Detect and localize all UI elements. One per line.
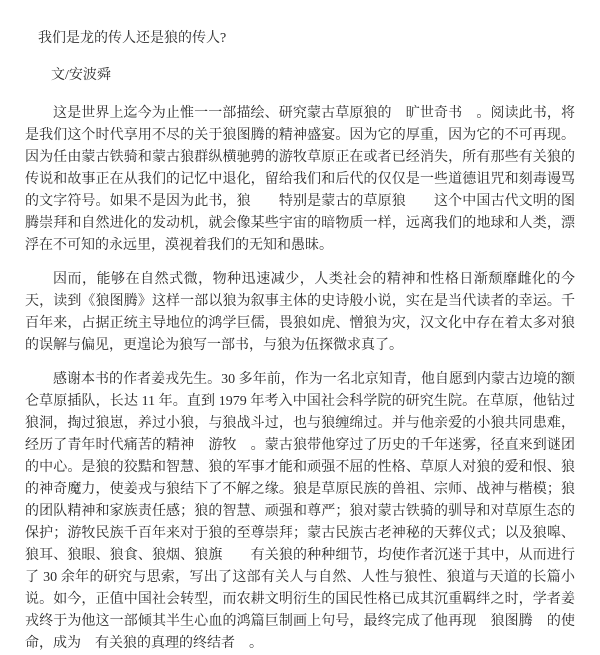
paragraph-2: 因而，能够在自然式微，物种迅速减少，人类社会的精神和性格日渐颓靡雌化的今天，读到《狼图腾》这样一部以狼为叙事主体的史诗般小说，实在是当代读者的幸运。千百年来，占据正统主导地位的鸿学巨儒，畏狼如虎、憎狼为灾，汉文化中存在着太多对狼的误解与偏见，更遑论为狼写一部书，与狼为伍探微求真了。 <box>25 272 575 353</box>
paragraph-1: 这是世界上迄今为止惟一一部描绘、研究蒙古草原狼的 旷世奇书 。阅读此书，将是我们这个时代享用不尽的关于狼图腾的精神盛宴。因为它的厚重，因为它的不可再现。因为任由蒙古铁骑和蒙古狼群纵横驰骋的游牧草原正在或者已经消失，所有那些有关狼的传说和故事正在从我们的记忆中退化，留给我们和后代的仅仅是一些道德诅咒和刻毒谩骂的文字符号。如果不是因为此书，狼 特别是蒙古的草原狼 这个中国古代文明的图腾崇拜和自然进化的发动机，就会像某些宇宙的暗物质一样，远离我们的地球和人类，漂浮在不可知的永远里，漠视着我们的无知和愚昧。 <box>25 106 575 253</box>
document-byline: 文/安波舜 <box>51 68 111 83</box>
paragraph-3: 感谢本书的作者姜戎先生。30 多年前，作为一名北京知青，他自愿到内蒙古边境的额仑草原插队，长达 11 年。直到 1979 年考入中国社会科学院的研究生院。在草原，他钻过狼洞，掏过狼崽，养过小狼，与狼战斗过，也与狼缠绵过。并与他亲爱的小狼共同患难，经历了青年时代痛苦的精神 游牧 。蒙古狼带他穿过了历史的千年迷雾，径直来到谜团的中心。是狼的狡黠和智慧、狼的军事才能和顽强不屈的性格、草原人对狼的爱和恨、狼的神奇魔力，使姜戎与狼结下了不解之缘。狼是草原民族的兽祖、宗师、战神与楷模；狼的团队精神和家族责任感；狼的智慧、顽强和尊严；狼对蒙古铁骑的驯导和对草原生态的保护；游牧民族千百年来对于狼的至尊崇拜；蒙古民族古老神秘的天葬仪式；以及狼嗥、狼耳、狼眼、狼食、狼烟、狼旗 有关狼的种种细节，均使作者沉迷于其中，从而进行了 30 余年的研究与思索，写出了这部有关人与自然、人性与狼性、狼道与天道的长篇小说。如今，正值中国社会转型，而农耕文明衍生的国民性格已成其沉重羁绊之时，学者姜戎终于为他这一部倾其半生心血的鸿篇巨制画上句号，最终完成了他再现 狼图腾 的使命，成为 有关狼的真理的终结者 。 <box>25 372 575 651</box>
document-title: 我们是龙的传人还是狼的传人? <box>38 31 227 46</box>
